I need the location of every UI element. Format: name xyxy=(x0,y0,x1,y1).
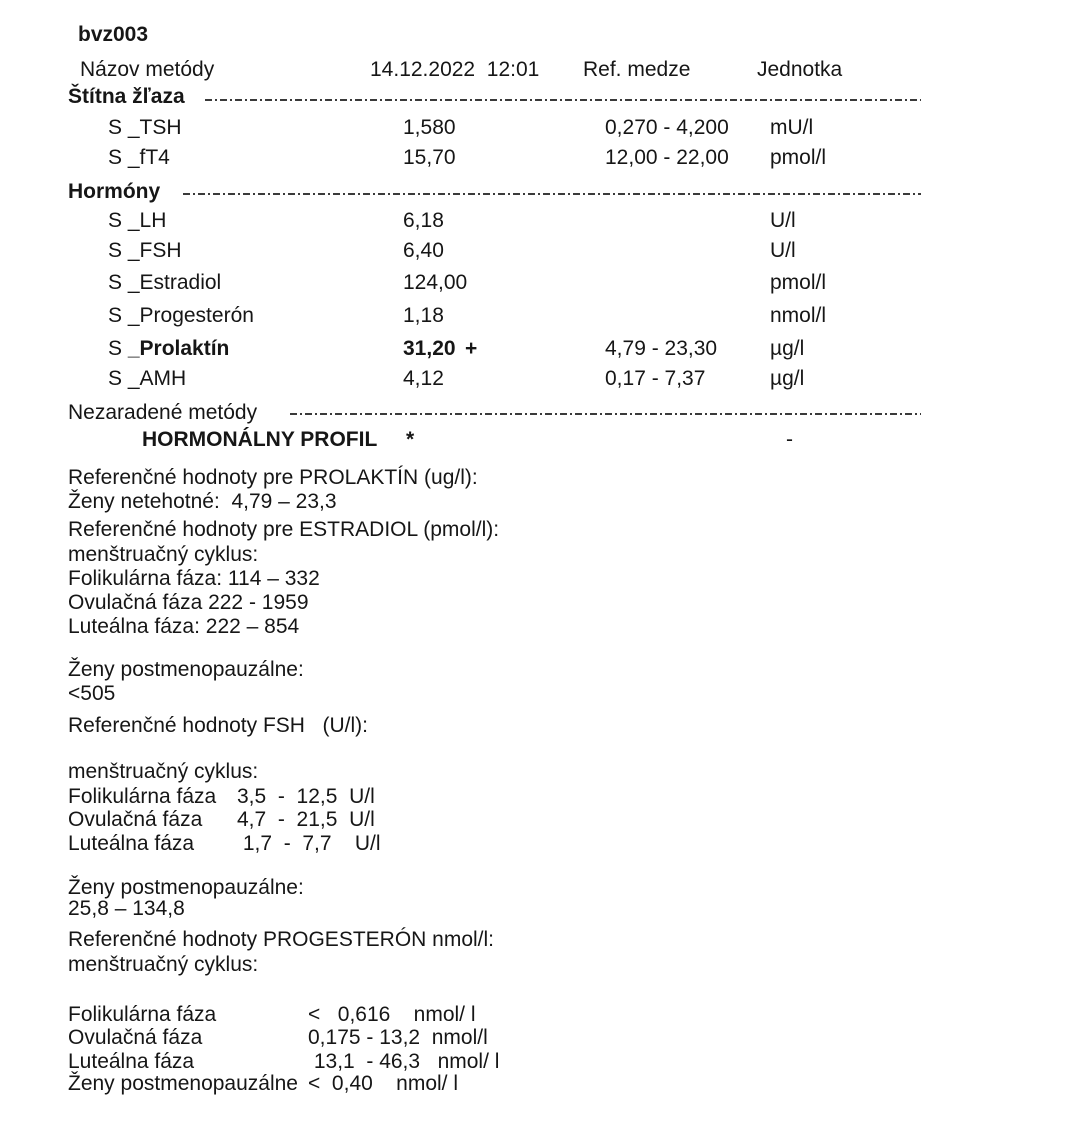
method-label: _Prolaktín xyxy=(127,337,230,360)
phase-range: 3,5 - 12,5 U/l xyxy=(237,785,375,808)
result-row-tsh xyxy=(0,115,1080,141)
method-label: _AMH xyxy=(127,367,187,390)
sample-code: bvz003 xyxy=(78,23,149,46)
method-label: _FSH xyxy=(127,239,182,262)
note-line: Referenčné hodnoty pre ESTRADIOL (pmol/l): xyxy=(68,518,500,541)
note-range-row xyxy=(0,807,1080,833)
note-line: Ženy postmenopauzálne: xyxy=(68,658,304,681)
note-line: menštruačný cyklus: xyxy=(68,543,259,566)
header-unit: Jednotka xyxy=(757,58,843,81)
reference-range: 4,79 - 23,30 xyxy=(605,337,718,360)
method-name xyxy=(108,366,186,392)
note-line: menštruačný cyklus: xyxy=(68,953,259,976)
result-row-hormonal-profile xyxy=(0,427,1080,453)
result-row-prolactin xyxy=(0,336,1080,362)
note-line: <505 xyxy=(68,682,116,705)
result-row-fsh xyxy=(0,238,1080,264)
phase-range: < 0,40 nmol/ l xyxy=(308,1072,458,1095)
phase-label: Ovulačná fáza xyxy=(68,1026,203,1049)
section-divider xyxy=(290,413,921,415)
result-row-lh xyxy=(0,208,1080,234)
note-line: Luteálna fáza: 222 – 854 xyxy=(68,615,300,638)
unit: pmol/l xyxy=(770,271,827,294)
phase-label: Folikulárna fáza xyxy=(68,1003,217,1026)
phase-range: < 0,616 nmol/ l xyxy=(308,1003,476,1026)
method-name xyxy=(108,336,229,362)
note-line: 25,8 – 134,8 xyxy=(68,897,185,920)
note-line: Ženy netehotné: 4,79 – 23,3 xyxy=(68,490,337,513)
section-divider xyxy=(183,193,921,195)
result-row-ft4 xyxy=(0,145,1080,171)
unit: µg/l xyxy=(770,337,805,360)
method-prefix: S xyxy=(108,146,128,169)
method-prefix: S xyxy=(108,116,128,139)
reference-range: 0,270 - 4,200 xyxy=(605,116,729,139)
unit: U/l xyxy=(770,239,796,262)
reference-range: 0,17 - 7,37 xyxy=(605,367,706,390)
method-label: _LH xyxy=(127,209,167,232)
phase-label: Luteálna fáza xyxy=(68,832,195,855)
result-value: 6,18 xyxy=(403,209,444,232)
note-line: Referenčné hodnoty PROGESTERÓN nmol/l: xyxy=(68,928,495,951)
note-line: Referenčné hodnoty FSH (U/l): xyxy=(68,714,368,737)
section-title-thyroid: Štítna žľaza xyxy=(68,85,185,108)
phase-range: 0,175 - 13,2 nmol/l xyxy=(308,1026,488,1049)
section-title-unclassified: Nezaradené metódy xyxy=(68,401,258,424)
note-range-row xyxy=(0,1025,1080,1051)
method-name xyxy=(108,115,182,141)
phase-range: 1,7 - 7,7 U/l xyxy=(237,832,381,855)
section-title-hormones: Hormóny xyxy=(68,180,161,203)
abnormal-flag: + xyxy=(465,337,478,360)
result-value: * xyxy=(406,428,415,451)
note-line: Folikulárna fáza: 114 – 332 xyxy=(68,567,320,590)
unit: µg/l xyxy=(770,367,805,390)
result-value: 15,70 xyxy=(403,146,456,169)
method-prefix: S xyxy=(108,209,128,232)
result-value: 31,20 xyxy=(403,337,456,360)
note-range-row xyxy=(0,831,1080,857)
unit: U/l xyxy=(770,209,796,232)
header-ref-range: Ref. medze xyxy=(583,58,691,81)
method-prefix: S xyxy=(108,239,128,262)
method-name xyxy=(108,208,166,234)
method-label: _TSH xyxy=(127,116,182,139)
phase-label: Ženy postmenopauzálne xyxy=(68,1072,298,1095)
header-datetime: 14.12.2022 12:01 xyxy=(370,58,540,81)
reference-range: 12,00 - 22,00 xyxy=(605,146,729,169)
note-line: Referenčné hodnoty pre PROLAKTÍN (ug/l): xyxy=(68,466,478,489)
result-row-estradiol xyxy=(0,270,1080,296)
method-name xyxy=(108,303,254,329)
section-divider xyxy=(205,99,921,101)
phase-label: Ovulačná fáza xyxy=(68,808,203,831)
method-label: HORMONÁLNY PROFIL xyxy=(142,428,378,451)
phase-range: 4,7 - 21,5 U/l xyxy=(237,808,375,831)
method-name xyxy=(108,270,221,296)
result-value: 6,40 xyxy=(403,239,444,262)
method-label: _fT4 xyxy=(127,146,170,169)
unit: pmol/l xyxy=(770,146,827,169)
note-line: menštruačný cyklus: xyxy=(68,760,259,783)
phase-label: Luteálna fáza xyxy=(68,1050,195,1073)
result-value: 124,00 xyxy=(403,271,468,294)
method-label: _Estradiol xyxy=(127,271,222,294)
result-value: 4,12 xyxy=(403,367,444,390)
method-prefix: S xyxy=(108,367,128,390)
phase-label: Folikulárna fáza xyxy=(68,785,217,808)
unit: - xyxy=(786,428,793,451)
method-name xyxy=(108,145,170,171)
result-row-amh xyxy=(0,366,1080,392)
header-method-name: Názov metódy xyxy=(80,58,215,81)
result-value: 1,580 xyxy=(403,116,456,139)
unit: nmol/l xyxy=(770,304,827,327)
method-prefix: S xyxy=(108,304,128,327)
table-header-row xyxy=(0,57,1080,83)
note-line: Ženy postmenopauzálne: xyxy=(68,876,304,899)
note-line: Ovulačná fáza 222 - 1959 xyxy=(68,591,309,614)
result-row-progesterone xyxy=(0,303,1080,329)
method-label: _Progesterón xyxy=(127,304,254,327)
method-prefix: S xyxy=(108,337,128,360)
method-name xyxy=(108,238,182,264)
unit: mU/l xyxy=(770,116,814,139)
method-prefix: S xyxy=(108,271,128,294)
phase-range: 13,1 - 46,3 nmol/ l xyxy=(308,1050,500,1073)
note-range-row xyxy=(0,1071,1080,1097)
result-value: 1,18 xyxy=(403,304,444,327)
